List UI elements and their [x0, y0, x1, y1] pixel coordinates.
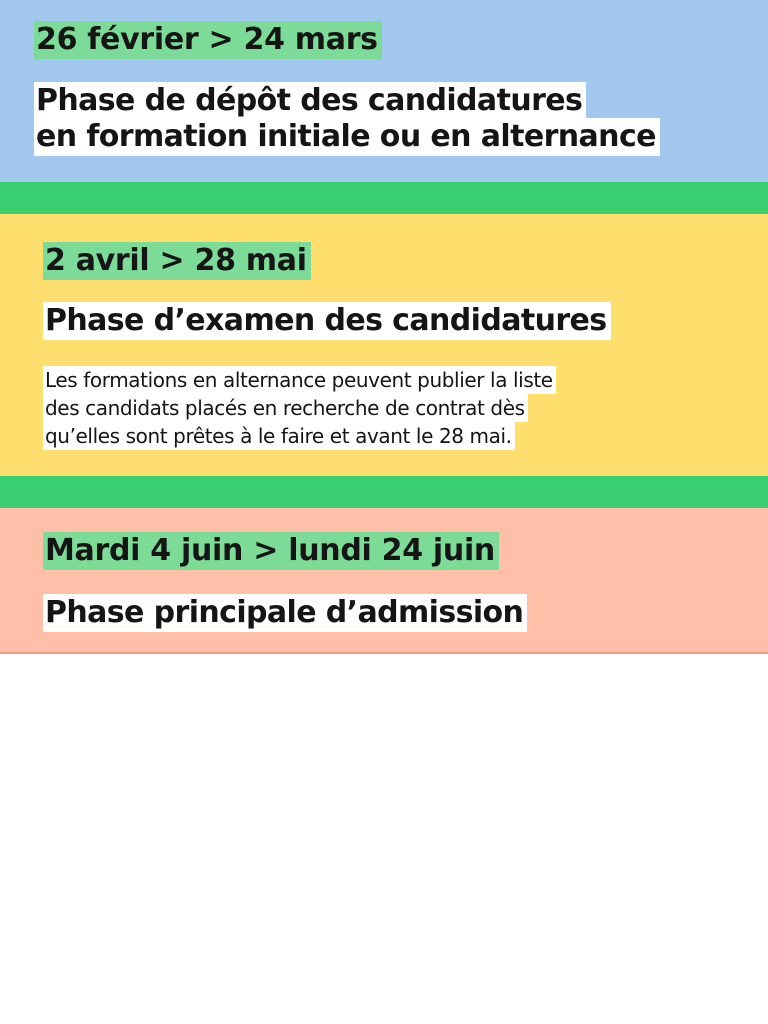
separator-band: [0, 476, 768, 508]
description-line: qu’elles sont prêtes à le faire et avant le 28 mai.: [43, 422, 515, 450]
phase-admission-section: [0, 508, 768, 654]
phase-admission-title-line: Phase principale d’admission: [43, 594, 527, 632]
phase-depot-title-line: en formation initiale ou en alternance: [34, 118, 660, 156]
description-line: Les formations en alternance peuvent publier la liste: [43, 366, 556, 394]
phase-examen-title: [43, 302, 611, 340]
phase-depot-title-line: Phase de dépôt des candidatures: [34, 82, 586, 120]
phase-depot-section: [0, 0, 768, 182]
phase-admission-title: [43, 594, 527, 632]
phase-examen-title-line: Phase d’examen des candidatures: [43, 302, 611, 340]
phase-depot-dates: 26 février > 24 mars: [34, 21, 382, 59]
description-line: des candidats placés en recherche de contrat dès: [43, 394, 528, 422]
phase-examen-section: [0, 214, 768, 476]
phase-depot-title: [34, 82, 660, 156]
phase-admission-dates: Mardi 4 juin > lundi 24 juin: [43, 532, 499, 570]
separator-band: [0, 182, 768, 214]
phase-examen-dates: 2 avril > 28 mai: [43, 242, 311, 280]
phase-examen-description: [43, 366, 556, 450]
